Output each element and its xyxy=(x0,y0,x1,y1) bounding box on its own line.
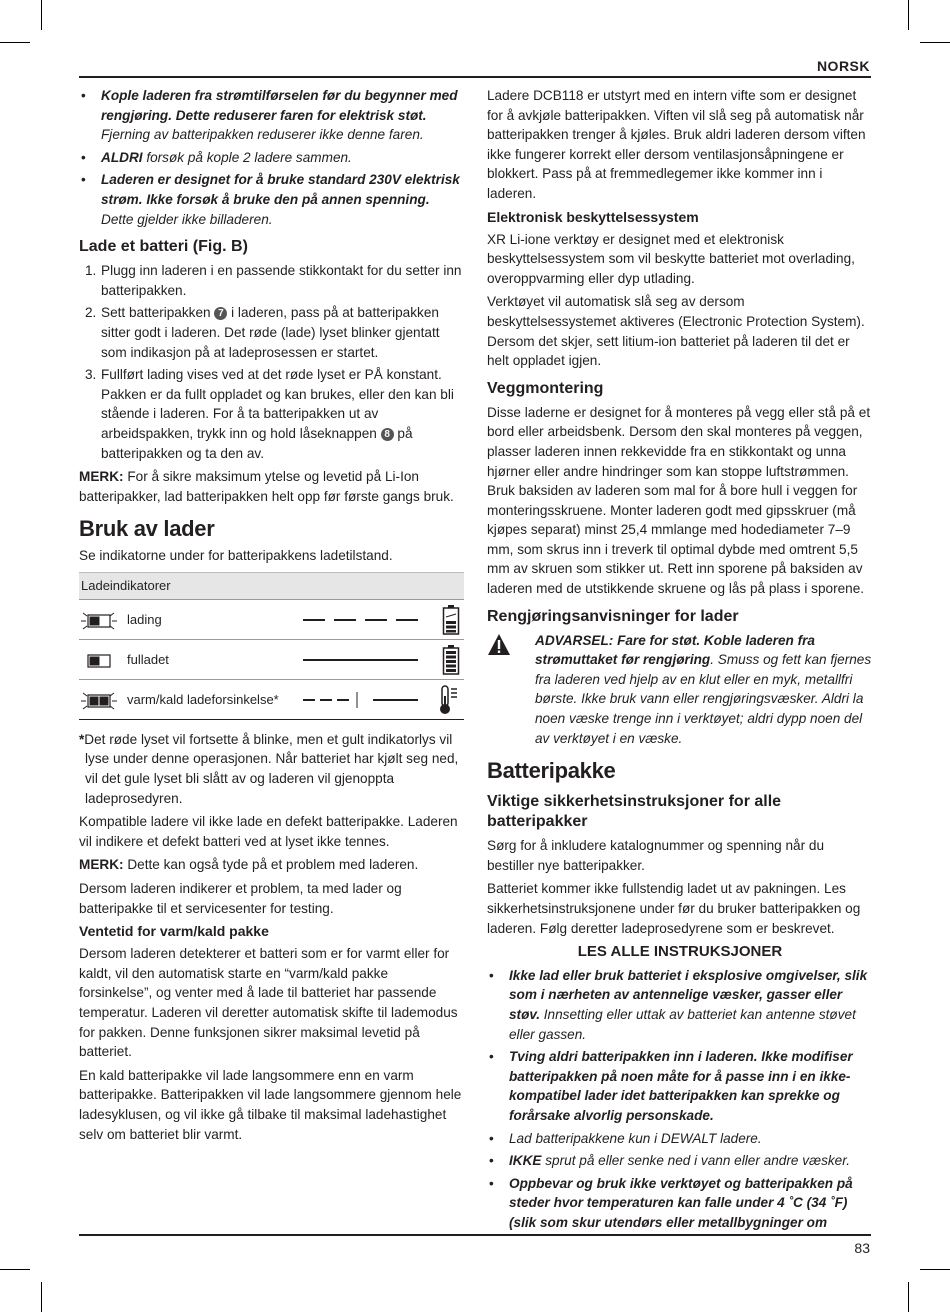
list-item xyxy=(487,1129,873,1149)
left-column xyxy=(79,86,464,1148)
crop-mark xyxy=(41,1282,42,1312)
list-item xyxy=(79,365,464,463)
note-label: MERK: xyxy=(79,469,124,485)
step-number: 1. xyxy=(85,263,97,279)
bullet-text: sprut på eller senke ned i vann eller andre væsker. xyxy=(541,1153,851,1169)
battery-safety-bullets xyxy=(487,966,873,1233)
blinking-led-icon xyxy=(81,610,117,638)
indicator-label: lading xyxy=(127,611,162,627)
read-all-heading: LES ALLE INSTRUKSJONER xyxy=(577,943,783,961)
crop-mark xyxy=(0,42,30,43)
bullet-text: forsøk på kople 2 ladere sammen. xyxy=(142,149,352,165)
charger-safety-bullets xyxy=(79,86,464,229)
crop-mark xyxy=(920,1269,950,1270)
note-text: For å sikre maksimum ytelse og levetid på Li-Ion batteripakker, lad batteripakken helt opp før første gangs bruk. xyxy=(79,469,454,504)
charge-heading: Lade et batteri (Fig. B) xyxy=(79,238,248,256)
safety-heading: Viktige sikkerhetsinstruksjoner for alle batteripakker xyxy=(487,793,782,831)
crop-mark xyxy=(41,0,42,30)
header-rule xyxy=(79,76,871,78)
list-item xyxy=(79,148,464,168)
note-text: Dette kan også tyde på et problem med laderen. xyxy=(123,857,419,873)
bullet-text: Dette gjelder ikke billaderen. xyxy=(101,211,273,227)
step-text: Fullført lading vises ved at det røde lyset er PÅ konstant. Pakken er da fullt oppladet og kan brukes, eller den kan bli stående i laderen. For å ta batteripakken ut av arbeidspakken, trykk inn og hold låseknappen xyxy=(101,367,454,441)
delay-paragraph: Dersom laderen detekterer et batteri som er for varmt eller for kaldt, vil den automatisk starte en “varm/kald pakke forsinkelse”, og venter med å lade til batteriet har passende temperatur. Laderen vil deretter automatisk skifte til lademodus for pakken. Denne funksjonen sikrer maksimal levetid på batteriet. xyxy=(79,946,458,1060)
bullet-text: Fjerning av batteripakken reduserer ikke denne faren. xyxy=(101,127,424,143)
charge-steps xyxy=(79,261,464,463)
step-number: 2. xyxy=(85,305,97,321)
note-label: MERK: xyxy=(79,857,124,873)
battery-full-icon xyxy=(442,644,460,682)
clean-heading: Rengjøringsanvisninger for lader xyxy=(487,607,739,625)
indicator-label: fulladet xyxy=(127,651,169,667)
notfull-paragraph: Batteriet kommer ikke fullstendig ladet ut av pakningen. Les sikkerhetsinstruksjonene under før du bruker batteripakken og laderen. Følg deretter ladeprosedyrene som er beskrevet. xyxy=(487,881,861,936)
crop-mark xyxy=(908,0,909,30)
delay-pattern-icon xyxy=(301,690,421,716)
bullet-text: Lad batteripakkene kun i DEWALT ladere. xyxy=(509,1130,762,1146)
step-text: i laderen, pass på at batteripakken sitter godt i laderen. Det røde (lade) lyset blinker gjentatt som indikasjon på at ladeprosessen er startet. xyxy=(101,305,440,360)
ep-paragraph-1: XR Li-ione verktøy er designet med et elektronisk beskyttelsessystem som vil beskytte batteriet mot overlading, overoppvarming eller dyp utlading. xyxy=(487,231,855,286)
bullet-bold: IKKE xyxy=(509,1153,542,1169)
list-item xyxy=(487,1047,873,1125)
warning-triangle-icon xyxy=(487,633,511,663)
list-item xyxy=(487,1174,873,1233)
ep-heading: Elektronisk beskyttelsessystem xyxy=(487,208,699,225)
step-text: på batteripakken og ta den av. xyxy=(101,425,413,461)
solid-led-icon xyxy=(81,650,117,678)
wall-paragraph: Disse laderne er designet for å monteres på vegg eller stå på et bord eller arbeidsbenk. Dersom den skal monteres på veggen, plasser laderen innen rekkevidde fra en stikkontakt og unna hjørner eller andre hindringer som kan stoppe luftstrømmen. Bruk baksiden av laderen som mal for å bore hull i veggen for monteringsskruene. Monter laderen godt med gipsskruer (må kjøpes separat) minst 25,4 mmlange med hodediameter 7–9 mm, som skrus inn i treverk til optimal dybde med omtrent 5,5 mm av skruen som stikker ut. Rett inn sporene på baksiden av laderen med de utstikkende skruene og lås på plass i sporene. xyxy=(487,404,871,597)
indicator-table xyxy=(79,572,464,720)
bullet-text: Innsetting eller uttak av batteriet kan antenne støvet eller gassen. xyxy=(509,1006,856,1042)
solid-pattern-icon xyxy=(301,650,421,676)
indicator-row-charging xyxy=(79,599,464,639)
warning-text: . Smuss og fett kan fjernes fra laderen ved hjelp av en klut eller en myk, metallfri børste. Ikke bruk vann eller rengjøringsvæsker. Aldri la noen væske trenge inn i verktøyet; aldri dypp noen del av verktøyet i en væske. xyxy=(535,652,872,746)
step-text: Plugg inn laderen i en passende stikkontakt for du setter inn batteripakken. xyxy=(101,263,462,298)
indicator-row-hot-cold xyxy=(79,679,464,719)
footnote-text: Det røde lyset vil fortsette å blinke, men et gult indikatorlys vil lyse under denne operasjonen. Når batteriet har kjølt seg ned, vil det gule lyset bli slått av og laderen vil gjenoppta ladeprosedyren. xyxy=(84,731,459,806)
wall-heading: Veggmontering xyxy=(487,379,604,397)
warning-block xyxy=(487,631,873,749)
note-paragraph xyxy=(79,855,464,875)
footnote xyxy=(79,730,464,808)
bullet-bold: Ikke lad eller bruk batteriet i eksplosive omgivelser, slik som i nærheten av antennelige væsker, gasser eller støv. xyxy=(509,967,868,1022)
footnote-star: * xyxy=(79,731,85,747)
list-item xyxy=(79,261,464,300)
list-item xyxy=(487,1151,873,1171)
crop-mark xyxy=(908,1282,909,1312)
fan-paragraph: Ladere DCB118 er utstyrt med en intern vifte som er designet for å avkjøle batteripakken. Viften vil slå seg på automatisk når batteripakken trenger å kjøles. Bruk aldri laderen dersom viften ikke fungerer korrekt eller dersom ventilasjonsåpningene er blokkert. Pass på at fremmedlegemer ikke kommer inn i laderen. xyxy=(487,88,866,201)
catalog-paragraph: Sørg for å inkludere katalognummer og spenning når du bestiller nye batteripakker. xyxy=(487,838,825,873)
indicator-label: varm/kald ladeforsinkelse* xyxy=(127,691,279,707)
crop-mark xyxy=(0,1269,30,1270)
ep-paragraph-2: Verktøyet vil automatisk slå seg av dersom beskyttelsessystemet aktiveres (Electronic Protection System). Dersom det skjer, sett litium-ion batteriet på laderen til det er helt oppladet igjen. xyxy=(487,294,865,369)
indicator-row-full xyxy=(79,639,464,679)
footer-rule xyxy=(79,1234,871,1236)
delay-heading: Ventetid for varm/kald pakke xyxy=(79,923,269,940)
list-item xyxy=(487,966,873,1044)
callout-badge: 8 xyxy=(381,428,394,441)
step-number: 3. xyxy=(85,367,97,383)
bullet-bold: Oppbevar og bruk ikke verktøyet og batteripakken på steder hvor temperaturen kan falle under 4 ˚C (34 ˚F) (slik som skur utendørs eller metallbygninger om xyxy=(509,1175,853,1230)
defect-paragraph: Kompatible ladere vil ikke lade en defekt batteripakke. Laderen vil indikere et defekt batteri ved at lyset ikke tennes. xyxy=(79,814,458,849)
indicator-table-header: Ladeindikatorer xyxy=(79,572,464,599)
note-paragraph xyxy=(79,467,464,506)
list-item xyxy=(79,303,464,362)
use-heading: Bruk av lader xyxy=(79,516,215,542)
bullet-bold: Tving aldri batteripakken inn i laderen. Ikke modifiser batteripakken på noen måte for å passe inn i en ikke-kompatibel lader idet batteripakken kan sprekke og forårsake alvorlig personskade. xyxy=(509,1049,853,1123)
bullet-bold: Kople laderen fra strømtilførselen før du begynner med rengjøring. Dette reduserer faren for elektrisk støt. xyxy=(101,88,458,123)
warning-bold: ADVARSEL: Fare for støt. Koble laderen fra strømuttaket før rengjøring xyxy=(535,632,815,668)
blink-pattern-icon xyxy=(301,610,421,636)
step-text: Sett batteripakken xyxy=(101,305,215,321)
list-item xyxy=(79,170,464,229)
bullet-bold: Laderen er designet for å bruke standard 230V elektrisk strøm. Ikke forsøk å bruke den på annen spenning. xyxy=(101,172,460,207)
service-paragraph: Dersom laderen indikerer et problem, ta med lader og batteripakke til et servicesenter for testing. xyxy=(79,881,402,916)
callout-badge: 7 xyxy=(214,307,227,320)
pack-heading: Batteripakke xyxy=(487,758,616,784)
page-number: 83 xyxy=(854,1240,870,1256)
dual-led-icon xyxy=(81,690,117,718)
battery-charging-icon xyxy=(442,604,460,642)
crop-mark xyxy=(920,42,950,43)
bullet-bold: ALDRI xyxy=(101,149,143,165)
right-column xyxy=(487,86,873,1237)
list-item xyxy=(79,86,464,145)
cold-paragraph: En kald batteripakke vil lade langsommere enn en varm batteripakke. Batteripakken vil lade langsommere gjennom hele ladesyklusen, og vil ikke gå tilbake til maksimal ladehastighet selv om batteriet blir varmt. xyxy=(79,1067,462,1142)
use-intro: Se indikatorne under for batteripakkens ladetilstand. xyxy=(79,548,393,564)
thermometer-icon xyxy=(438,684,460,722)
header-language: NORSK xyxy=(816,58,870,74)
